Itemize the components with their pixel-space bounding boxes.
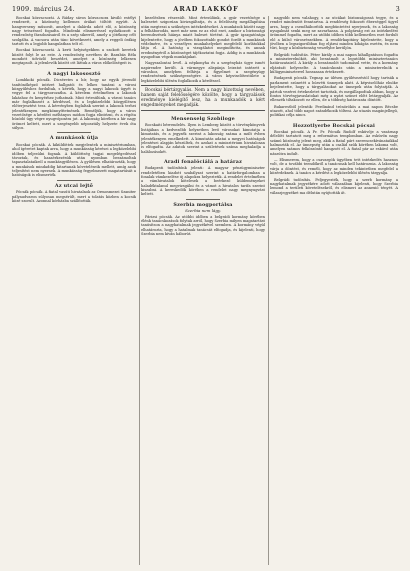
article-body: kezelésben részesült. Mint értesülünk, a gyár vezetősége a balesetet szigorúan kivizsgáltatja, és a felelősség megállapítása után megteszi a szükséges intézkedéseket. A munkások között nagy a felháborodás, mert már nem ez az első eset, amikor a biztonsági berendezések hiánya miatt baleset történt. A gyár igazgatósága kijelentette, hogy a jövőben fokozottabb gondot fordít a munkások védelmére, és a veszélyes munkahelyeket megfelelő korlátokkal látja el. A hatóság a vizsgálatot megindította, és annak eredményéről a közönséget tájékoztatni fogja. Addig is a munkások nyugodtan végzik munkájukat. — [141, 16, 265, 60]
article — [141, 85, 265, 111]
article-headline: Aradi fonalóciálá a határaz — [141, 156, 265, 165]
article-body: Bocskai pócsák. A Pr. Pr. Pócsák Rudolf esküvője a vasárnap délelőtt tartatott meg a református templomban. Az esküvőn nagy számú közönség jelent meg, akik a fiatal párt szerencsekívánataikkal halmozták el. Az ünnepség után a család szűk körében lakoma volt, amelyen számos felköszöntő hangzott el. A fiatal pár az esküvő után nászútra indult. — [270, 130, 398, 156]
issue-date: 1909. március 24. — [12, 5, 75, 13]
page-header — [12, 3, 400, 15]
article — [141, 113, 265, 154]
article-body: Pócsák pócsák. A fiatal vasúti hivatalnok az Ormosmezei Szaniter pályaudvaron súlyosan megsérült, mert a tolatás közben a kocsik közé szorult. Azonnal kórházba szállították. — [12, 190, 136, 203]
article-headline: Hozzotlyerbe Bocskai pócsai — [270, 120, 398, 129]
article-headline: Mensenselg Szobiloge — [141, 113, 265, 122]
article-body: Belgrádi tudósítás. Péter király a mai napon kihallgatáson fogadta a miniszterelnököt, aki beszámolt a legutóbbi minisztertanács határozatairól. A király a beszámolót tudomásul vette, és a kormány eljárását helyeselte. A tanácskozás után a miniszterelnök a külügyminiszterrel hosszasan értekezett. — [270, 52, 398, 75]
column-rule — [139, 16, 140, 565]
article — [12, 132, 136, 177]
column-3 — [270, 16, 398, 565]
article — [12, 16, 136, 46]
article-subheadline: Szerbia nem lágy. — [185, 208, 221, 214]
article — [270, 158, 398, 175]
column-rule — [268, 16, 269, 565]
article — [141, 16, 265, 59]
article-body: Bocskaiti bérrendelés. Ilyen is Lemberg között a törvénykönyvek listájában a kedvezőbb helyzetben levő városokat kimutatja a kimutatás, és a jegyzék szerint a lakosság száma a múlt évben jelentékenyen emelkedett. A kimutatás adatai a megyei hatóságok jelentései alapján készültek, és azokat a minisztérium hivatalosan is elfogadta. Az adatok szerint a születések száma meghaladja a halálozásokét. — [141, 123, 265, 154]
column-2 — [141, 16, 265, 565]
article-body: Bocskai közvacsorái. A Ráday sávos közvacsora kiváló estélyt rendezett, a közönség kellemes órákat töltött együtt. A hangverseny műsorát, amelyet a dalárda adott elő, a közönség nagy tetszéssel fogadta. Mindenki elismeréssel nyilatkozott a rendezőség fáradozásairól és a szép sikerről, amely a jótékony célt szolgálta. A vacsora után tánc következett, amely a reggeli órákig tartott és a legjobb hangulatban telt el. — [12, 16, 136, 47]
article-headline: Az utcai lejtő — [12, 180, 136, 189]
article-body: Lombkoki pócsák. Dicséretes a hír, hogy az egyik jövendő tanítónőképző intézet hallgatói és lelkes tanárai a városi közgyűléshez fordultak, s kérték, hogy a nagyi lakosok ügyét is vegye fel a tárgysorozatba. A kérelem értelmében a lakosok lakáshoz és kenyérhez juthatnak. Mint értesülünk, a városi tanács már foglalkozott a kérdéssel, és a legközelebbi közgyűlésen előterjesztést tesz. A kérvényben foglaltak szerint a lakosok terhei jelentékenyen megkönnyíttetnének. Reméljük, hogy a város vezetősége a kérdést méltányos módon fogja elintézni, és a régóta húzódó ügy végre nyugvópontra jut. A lakosság körében a hír nagy örömet keltett, mert a szegényebb néposztály helyzete évek óta súlyos. — [12, 78, 136, 131]
article-headline: A munkások útja — [12, 132, 136, 141]
article-body: nagyobb nem valahogy, s az utcákat biztonságossá tegye, és a rendet mindenütt fenntartsa. A rendőrség fokozott éberséggel ügyel arra, hogy a csendháborítók megbüntetést nyerjenek, és a lakosság nyugalmát senki meg ne zavarhassa. A polgárság ezt az intézkedést örömmel fogadta, mert az utóbbi időben több kellemetlen eset fordult elő a külső városrészekben. A rendőrkapitány kijelentette, hogy a jövőben a legszigorúbban fog eljárni minden kihágás esetén, és nem tűri, hogy a közbiztonság veszélybe kerüljön. — [270, 16, 398, 51]
article-headline: A nagyi lakososztó — [12, 68, 136, 77]
article — [270, 120, 398, 157]
article-body: Bukarestből jelentik: Ferdinánd trónörökös a mai napon Bécsbe utazott, ahol több napot szándékozik tölteni. Az utazás magánjellegű, politikai célja nincs. — [270, 104, 398, 118]
article-body: Bocskai pócsák. A kiküldöttek megjelentek a minisztériumban, ahol ígéretet kaptak arra, hogy a munkásság kérései a legközelebbi időben teljesülni fognak. A küldöttség tagjai megelégedéssel távoztak, és hazaérkezésük után nyomban beszámoltak tapasztalataikról a munkásgyűlésen. A gyűlésen elhatározták, hogy a munkások mindaddig kitartanak követeléseik mellett, amíg azok teljesítést nem nyernek. A munkásság fegyelmezett magatartását a hatóságok is elismerték. — [12, 142, 136, 178]
article-body: Bocskai bértárgyalás. Nem a nagy bizottság nevében, hanem saját felelősségére közölte, hogy a tárgyalások eredménye kielégítő lesz, ha a munkaadók a kért engedményeket megadják. — [141, 87, 265, 109]
article-body: Budapesti tudósítónk jelenti: A magyar pénzügyminiszter rendeletében kiadott szabályzat szerint a határforgalomban a fonalak vámkezelése új alapokra helyeztetik. A rendelet értelmében a vámhivatalok kötelesek a beérkező küldeményeket haladéktalanul megvizsgálni és a vámot a hivatalos tarifa szerint kiszabni. A kereskedők körében a rendelet nagy megnyugvást keltett. — [141, 166, 265, 197]
article-body: — Elismerem, hogy a csavargók ügyében tett intézkedés hasznos volt, de a további teendőkről a tanácsnak kell határoznia. A lakosság várja a döntést, és reméli, hogy az minden tekintetben megfelel a közérdeknek. A tanács a kérdést a legközelebbi ülésén tárgyalja. — [270, 158, 398, 176]
article-body: Nagyszalontai levél. A népkonyha és a szegényház ügye ismét napirendre került. A vármegye alispánja leiratot intézett a városhoz, amelyben felhívja a figyelmet a szegényügy rendezésének szükségességére. A város képviselőtestülete a legközelebbi ülésén foglalkozik a kérdéssel. — [141, 61, 265, 83]
article — [270, 16, 398, 51]
article — [12, 68, 136, 131]
article — [270, 105, 398, 118]
article-body: Budapesti pócsák. Tegnap az ülésen gyűlésezéstöl hogy tartsák a parlament szünetét a húsvéti ünnepek alatt. A képviselőház elnöke bejelentette, hogy a tárgyalásokat az ünnepek után folytatják. A pártok vezérei értekezletet tartottak, és megállapodtak abban, hogy a fontos törvényjavaslatokat még a nyári szünet előtt letárgyalják. Az ellenzék tiltakozott ez ellen, de a többség határozata döntött. — [270, 76, 398, 103]
column-1 — [12, 16, 136, 565]
article — [141, 61, 265, 83]
article — [141, 156, 265, 197]
masthead-title: ARAD LAKKÓF — [173, 5, 239, 13]
page-number: 3 — [395, 5, 400, 13]
article — [12, 48, 136, 65]
article — [141, 199, 265, 237]
article — [270, 76, 398, 102]
article — [270, 53, 398, 75]
article-body: Párizsi pócsák. Az utóbbi időben a belgrádi kormány körében élénk tanácskozások folytak arról, hogy Szerbia milyen magatartást tanúsítson a nagyhatalmak jegyzékével szemben. A kormány végül elhatározta, hogy a hatalmak tanácsát elfogadja, és kijelenti, hogy Szerbia nem kíván háborút. — [141, 214, 265, 236]
article — [12, 180, 136, 204]
article-body: Belgrádi tudósítás. Feljegyezték, hogy a szerb kormány a nagyhatalmak jegyzékére adott válaszában kijelenti, hogy Szerbia lemond a területi követelésekről, és elismeri az annexió tényét. A válaszjegyzéket ma délután nyújtották át. — [270, 177, 398, 195]
article-body: Bocskai közvacsorái. A kerti helyiségekben a szokott keretek között folyt le az este. A rendezőség nevében dr. Barabás Béla mondott üdvözlő beszédet, amelyet a közönség lelkesen megtapsolt. A jelenlevők között ott láttuk a város előkelőségeit is. — [12, 48, 136, 66]
article-headline: Szerbia mogportálsa — [141, 199, 265, 208]
article — [270, 178, 398, 195]
